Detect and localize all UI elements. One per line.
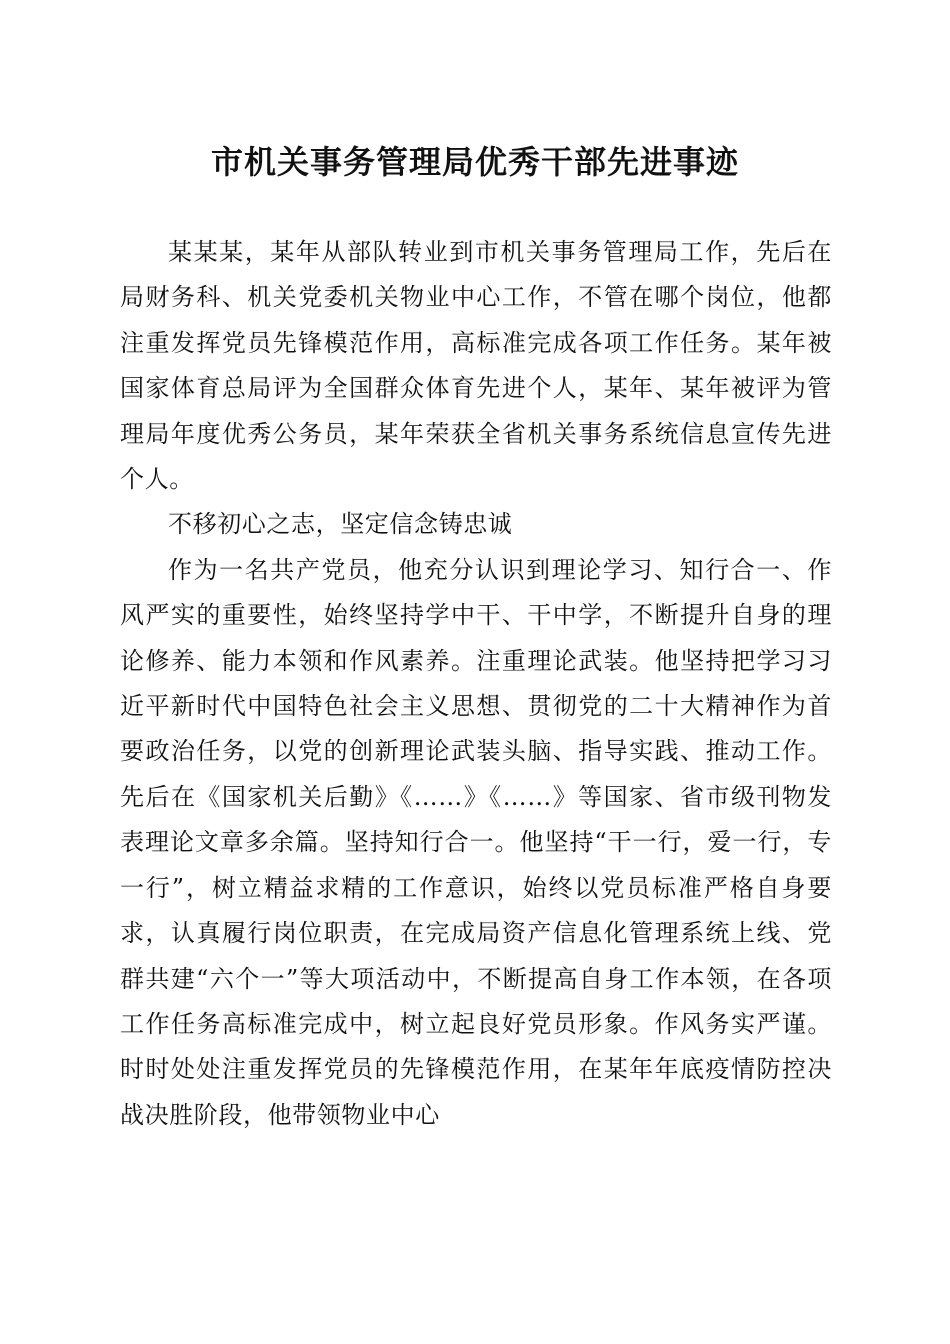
document-title: 市机关事务管理局优秀干部先进事迹 [210,143,739,181]
intro-paragraph: 某某某，某年从部队转业到市机关事务管理局工作，先后在局财务科、机关党委机关物业中心工作，不管在哪个岗位，他都注重发挥党员先锋模范作用，高标准完成各项工作任务。某年被国家体育总局评为全国群众体育先进个人，某年、某年被评为管理局年度优秀公务员，某年荣获全省机关事务系统信息宣传先进个人。 [120,238,832,494]
document-body [120,230,832,1138]
section-heading: 不移初心之志，坚定信念铸忠诚 [168,510,513,539]
body-paragraph: 作为一名共产党员，他充分认识到理论学习、知行合一、作风严实的重要性，始终坚持学中干、干中学，不断提升自身的理论修养、能力本领和作风素养。注重理论武装。他坚持把学习习近平新时代中国特色社会主义思想、贯彻党的二十大精神作为首要政治任务，以党的创新理论武装头脑、指导实践、推动工作。先后在《国家机关后勤》《……》《……》等国家、省市级刊物发表理论文章多余篇。坚持知行合一。他坚持“干一行，爱一行，专一行”，树立精益求精的工作意识，始终以党员标准严格自身要求，认真履行岗位职责，在完成局资产信息化管理系统上线、党群共建“六个一”等大项活动中，不断提高自身工作本领，在各项工作任务高标准完成中，树立起良好党员形象。作风务实严谨。时时处处注重发挥党员的先锋模范作用，在某年年底疫情防控决战决胜阶段，他带领物业中心 [120,555,832,1129]
